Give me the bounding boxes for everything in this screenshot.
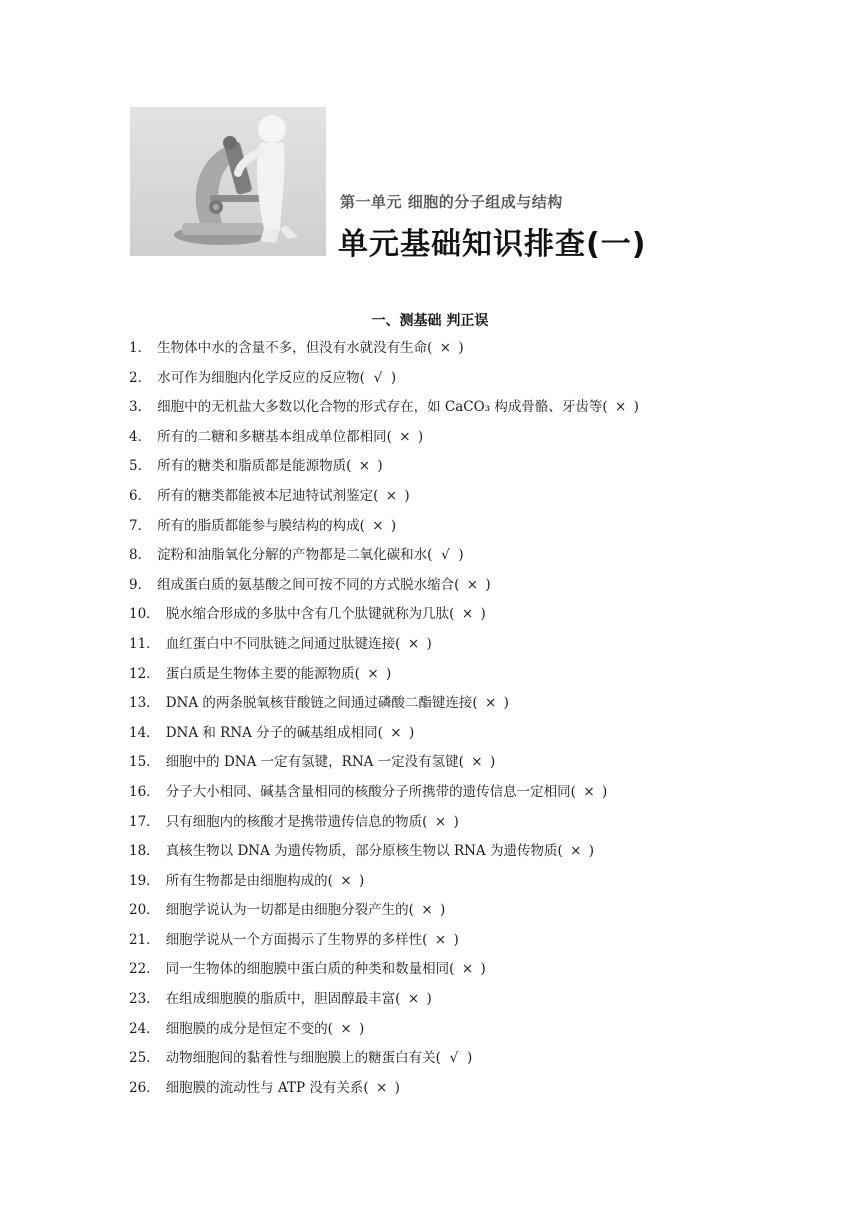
item-number: 24． — [129, 1020, 160, 1037]
item-number: 9． — [129, 576, 152, 593]
item-number: 6． — [129, 487, 152, 504]
item-statement: 组成蛋白质的氨基酸之间可按不同的方式脱水缩合( — [157, 576, 460, 593]
list-item — [129, 811, 639, 841]
list-item — [129, 1047, 639, 1077]
list-item — [129, 455, 639, 485]
closing-paren: ) — [458, 547, 464, 564]
closing-paren: ) — [633, 399, 639, 416]
list-item — [129, 367, 639, 397]
judgement-mark: × — [390, 724, 402, 741]
list-item — [129, 899, 639, 929]
list-item — [129, 426, 639, 456]
closing-paren: ) — [385, 665, 392, 682]
list-item — [129, 574, 639, 604]
item-number: 4． — [129, 428, 152, 445]
unit-subtitle: 第一单元 细胞的分子组成与结构 — [340, 193, 563, 211]
judgement-mark: × — [434, 813, 447, 830]
judgement-mark: √ — [441, 547, 450, 564]
judgement-mark: × — [461, 961, 474, 978]
judgement-mark: × — [614, 399, 627, 416]
closing-paren: ) — [390, 517, 397, 534]
judgement-mark: × — [484, 695, 497, 712]
judgement-mark: × — [461, 606, 474, 623]
item-number: 12． — [129, 665, 160, 682]
item-number: 1． — [129, 340, 152, 356]
closing-paren: ) — [485, 576, 491, 593]
list-item — [129, 870, 639, 900]
closing-paren: ) — [394, 1079, 400, 1096]
page-title: 单元基础知识排查(一) — [338, 227, 647, 262]
item-statement: 细胞膜的流动性与 ATP 没有关系( — [165, 1079, 369, 1096]
list-item — [129, 633, 639, 663]
item-statement: 所有的糖类和脂质都是能源物质( — [157, 458, 352, 475]
closing-paren: ) — [417, 428, 424, 445]
closing-paren: ) — [453, 813, 459, 830]
item-number: 21． — [129, 931, 160, 948]
closing-paren: ) — [358, 872, 365, 889]
closing-paren: ) — [390, 369, 397, 386]
item-number: 22． — [129, 961, 160, 978]
item-number: 19． — [129, 872, 160, 889]
judgement-mark: √ — [373, 369, 383, 386]
item-number: 26． — [129, 1079, 160, 1096]
list-item — [129, 840, 639, 870]
item-statement: 水可作为细胞内化学反应的反应物( — [157, 369, 365, 386]
judgement-mark: √ — [449, 1050, 459, 1067]
closing-paren: ) — [601, 783, 608, 800]
judgement-mark: × — [372, 517, 384, 534]
microscope-figure-image — [130, 107, 326, 256]
closing-paren: ) — [426, 991, 432, 1008]
item-number: 11． — [129, 635, 160, 652]
closing-paren: ) — [480, 606, 486, 623]
judgement-mark: × — [399, 428, 411, 445]
closing-paren: ) — [377, 458, 383, 475]
item-statement: 细胞中的 DNA 一定有氢键，RNA 一定没有氢键( — [165, 754, 464, 771]
item-number: 25． — [129, 1050, 160, 1067]
item-statement: 蛋白质是生物体主要的能源物质( — [165, 665, 360, 682]
item-statement: 同一生物体的细胞膜中蛋白质的种类和数量相同( — [165, 961, 455, 978]
item-number: 23． — [129, 991, 160, 1008]
item-statement: 在组成细胞膜的脂质中，胆固醇最丰富( — [165, 991, 401, 1008]
list-item — [129, 692, 639, 722]
judgement-mark: × — [434, 931, 447, 948]
item-statement: 真核生物以 DNA 为遗传物质，部分原核生物以 RNA 为遗传物质( — [165, 843, 563, 860]
item-number: 17． — [129, 813, 160, 830]
item-statement: 细胞膜的成分是恒定不变的( — [165, 1020, 333, 1037]
judgement-mark: × — [439, 340, 452, 356]
list-item — [129, 396, 639, 426]
closing-paren: ) — [588, 843, 595, 860]
list-item — [129, 958, 639, 988]
list-item — [129, 544, 639, 574]
item-number: 13． — [129, 695, 160, 712]
judgement-mark: × — [570, 843, 582, 860]
item-statement: 只有细胞内的核酸才是携带遗传信息的物质( — [165, 813, 428, 830]
judgement-mark: × — [421, 902, 433, 919]
item-statement: 所有的脂质都能参与膜结构的构成( — [157, 517, 365, 534]
list-item — [129, 722, 639, 752]
item-statement: DNA 和 RNA 分子的碱基组成相同( — [165, 724, 383, 741]
item-statement: 血红蛋白中不同肽链之间通过肽键连接( — [165, 635, 401, 652]
item-statement: 细胞学说认为一切都是由细胞分裂产生的( — [165, 902, 414, 919]
list-item — [129, 1077, 639, 1107]
item-statement: DNA 的两条脱氧核苷酸链之间通过磷酸二酯键连接( — [165, 695, 478, 712]
item-number: 8． — [129, 547, 152, 564]
list-item — [129, 603, 639, 633]
item-statement: 脱水缩合形成的多肽中含有几个肽键就称为几肽( — [165, 606, 455, 623]
item-statement: 所有的二糖和多糖基本组成单位都相同( — [157, 428, 392, 445]
list-item — [129, 485, 639, 515]
list-item — [129, 988, 639, 1018]
judgement-mark: × — [407, 635, 420, 652]
closing-paren: ) — [489, 754, 496, 771]
judgement-mark: × — [471, 754, 483, 771]
item-statement: 所有的糖类都能被本尼迪特试剂鉴定( — [157, 487, 379, 504]
closing-paren: ) — [404, 487, 410, 504]
closing-paren: ) — [408, 724, 415, 741]
item-number: 3． — [129, 399, 152, 416]
item-number: 2． — [129, 369, 152, 386]
judgement-mark: × — [367, 665, 379, 682]
judgement-mark: × — [358, 458, 371, 475]
closing-paren: ) — [480, 961, 486, 978]
closing-paren: ) — [458, 340, 464, 356]
list-item — [129, 515, 639, 545]
closing-paren: ) — [466, 1050, 473, 1067]
item-statement: 分子大小相同、碱基含量相同的核酸分子所携带的遗传信息一定相同( — [165, 783, 576, 800]
section-heading: 一、测基础 判正误 — [371, 313, 489, 329]
item-number: 5． — [129, 458, 152, 475]
closing-paren: ) — [503, 695, 509, 712]
closing-paren: ) — [453, 931, 459, 948]
list-item — [129, 337, 639, 367]
item-number: 10． — [129, 606, 160, 623]
item-number: 7． — [129, 517, 152, 534]
item-statement: 动物细胞间的黏着性与细胞膜上的糖蛋白有关( — [165, 1050, 441, 1067]
judgement-mark: × — [385, 487, 398, 504]
judgement-mark: × — [466, 576, 479, 593]
judgement-mark: × — [583, 783, 595, 800]
judgement-mark: × — [340, 872, 352, 889]
judgement-mark: × — [375, 1079, 388, 1096]
item-statement: 所有生物都是由细胞构成的( — [165, 872, 333, 889]
item-number: 14． — [129, 724, 160, 741]
judgement-mark: × — [340, 1020, 352, 1037]
list-item — [129, 781, 639, 811]
list-item — [129, 1018, 639, 1048]
list-item — [129, 663, 639, 693]
closing-paren: ) — [426, 635, 432, 652]
item-statement: 细胞中的无机盐大多数以化合物的形式存在，如 CaCO₃ 构成骨骼、牙齿等( — [157, 399, 608, 416]
question-list — [129, 337, 639, 1106]
item-statement: 细胞学说从一个方面揭示了生物界的多样性( — [165, 931, 428, 948]
list-item — [129, 929, 639, 959]
item-statement: 淀粉和油脂氧化分解的产物都是二氧化碳和水( — [157, 547, 433, 564]
item-number: 15． — [129, 754, 160, 771]
list-item — [129, 751, 639, 781]
item-statement: 生物体中水的含量不多，但没有水就没有生命( — [157, 340, 433, 356]
closing-paren: ) — [358, 1020, 365, 1037]
judgement-mark: × — [407, 991, 420, 1008]
item-number: 16． — [129, 783, 160, 800]
item-number: 18． — [129, 843, 160, 860]
item-number: 20． — [129, 902, 160, 919]
closing-paren: ) — [439, 902, 446, 919]
